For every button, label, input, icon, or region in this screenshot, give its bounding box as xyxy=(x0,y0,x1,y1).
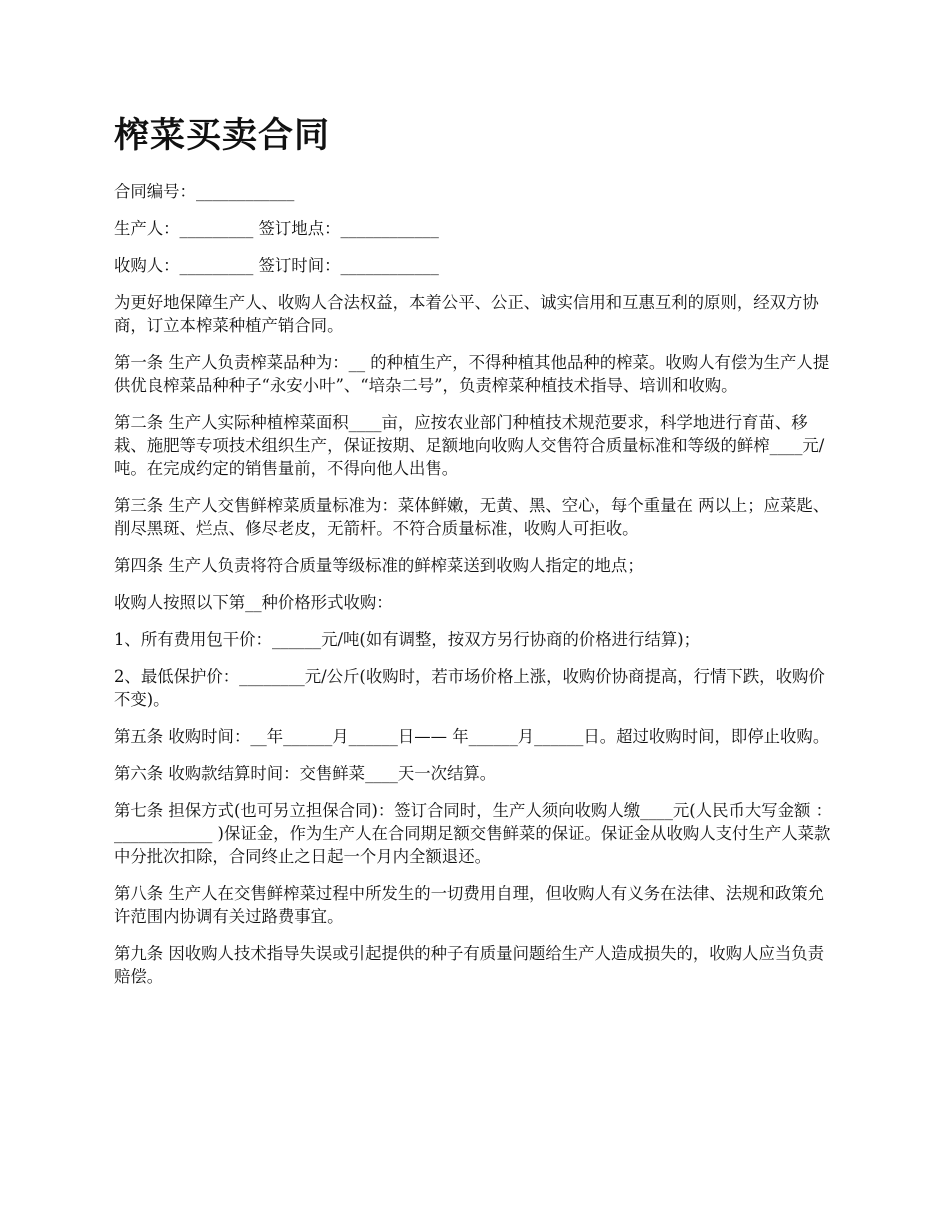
article-8-paragraph: 第八条 生产人在交售鲜榨菜过程中所发生的一切费用自理，但收购人有义务在法律、法规和政策允许范围内协调有关过路费事宜。 xyxy=(114,884,825,926)
article-1-paragraph: 第一条 生产人负责榨菜品种为：__ 的种植生产，不得种植其他品种的榨菜。收购人有偿为生产人提供优良榨菜品种种子“永安小叶”、“培杂二号”，负责榨菜种植技术指导、培训和收购。 xyxy=(114,353,830,395)
article-6-paragraph: 第六条 收购款结算时间：交售鲜菜____天一次结算。 xyxy=(114,764,497,783)
price-option-2-paragraph: 2、最低保护价：________元/公斤(收购时，若市场价格上涨，收购价协商提高，行情下跌，收购价不变)。 xyxy=(114,667,825,709)
producer-signing-place-line: 生产人：_________ 签订地点：____________ xyxy=(114,219,439,238)
price-option-1-paragraph: 1、所有费用包干价：______元/吨(如有调整，按双方另行协商的价格进行结算)； xyxy=(114,630,701,649)
price-form-paragraph: 收购人按照以下第__种价格形式收购： xyxy=(114,593,393,612)
article-3-paragraph: 第三条 生产人交售鲜榨菜质量标准为：菜体鲜嫩，无黄、黑、空心，每个重量在 两以上；应菜匙、削尽黑斑、烂点、修尽老皮，无箭杆。不符合质量标准，收购人可拒收。 xyxy=(114,496,830,538)
buyer-signing-time-line: 收购人：_________ 签订时间：____________ xyxy=(114,256,439,275)
article-9-paragraph: 第九条 因收购人技术指导失误或引起提供的种子有质量问题给生产人造成损失的，收购人应当负责赔偿。 xyxy=(114,944,825,986)
document-page xyxy=(114,112,838,1002)
article-4-paragraph: 第四条 生产人负责将符合质量等级标准的鲜榨菜送到收购人指定的地点； xyxy=(114,556,644,575)
article-2-paragraph: 第二条 生产人实际种植榨菜面积____亩，应按农业部门种植技术规范要求，科学地进行育苗、移栽、施肥等专项技术组织生产，保证按期、足额地向收购人交售符合质量标准和等级的鲜榨____元/吨。在完成约定的销售量前，不得向他人出售。 xyxy=(114,413,825,478)
preamble-paragraph: 为更好地保障生产人、收购人合法权益，本着公平、公正、诚实信用和互惠互利的原则，经双方协商，订立本榨菜种植产销合同。 xyxy=(114,293,819,335)
article-7-paragraph: 第七条 担保方式(也可另立担保合同)：签订合同时，生产人须向收购人缴____元(人民币大写金额 ：____________ )保证金，作为生产人在合同期足额交售鲜菜的保证。保证金从收购人支付生产人菜款中分批次扣除，合同终止之日起一个月内全额退还。 xyxy=(114,801,833,866)
document-title: 榨菜买卖合同 xyxy=(114,115,331,156)
article-5-paragraph: 第五条 收购时间：__年______月______日—— 年______月______日。超过收购时间，即停止收购。 xyxy=(114,727,830,746)
contract-number-line: 合同编号：____________ xyxy=(114,182,295,201)
